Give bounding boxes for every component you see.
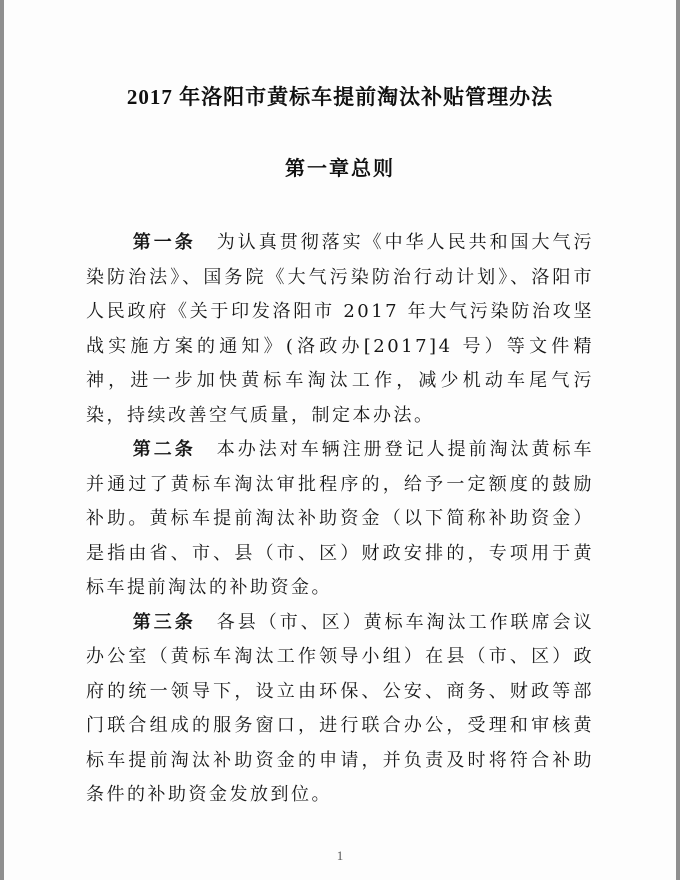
paragraph-article-2: [86, 433, 594, 606]
paragraph-article-2-label: 第二条: [132, 439, 196, 460]
paragraph-article-1-text: 为认真贯彻落实《中华人民共和国大气污染防治法》、国务院《大气污染防治行动计划》、洛阳市人民政府《关于印发洛阳市 2017 年大气污染防治攻坚战实施方案的通知》(洛政办[2017]4 号）等文件精神，进一步加快黄标车淘汰工作，减少机动车尾气污染，持续改善空气质量，制定本办法。: [86, 232, 595, 426]
page-left-edge: [0, 0, 4, 880]
page-right-edge: [676, 0, 680, 880]
paragraph-article-3-label: 第三条: [132, 611, 196, 633]
paragraph-article-2-text: 本办法对车辆注册登记人提前淘汰黄标车并通过了黄标车淘汰审批程序的，给予一定额度的鼓励补助。黄标车提前淘汰补助资金（以下简称补助资金）是指由省、市、县（市、区）财政安排的，专项用于黄标车提前淘汰的补助资金。: [86, 439, 595, 598]
page-number: 1: [336, 848, 344, 863]
document-page: [4, 0, 676, 880]
paragraph-article-1: [86, 226, 594, 433]
paragraph-article-3-text: 各县（市、区）黄标车淘汰工作联席会议办公室（黄标车淘汰工作领导小组）在县（市、区）政府的统一领导下，设立由环保、公安、商务、财政等部门联合组成的服务窗口，进行联合办公，受理和审核黄标车提前淘汰补助资金的申请，并负责及时将符合补助条件的补助资金发放到位。: [86, 611, 595, 805]
chapter-heading: 第一章总则: [285, 158, 395, 180]
document-title: 2017 年洛阳市黄标车提前淘汰补贴管理办法: [126, 85, 554, 109]
paragraph-article-3: [86, 606, 594, 813]
paragraph-article-1-label: 第一条: [132, 232, 196, 253]
document-body: [86, 226, 594, 813]
